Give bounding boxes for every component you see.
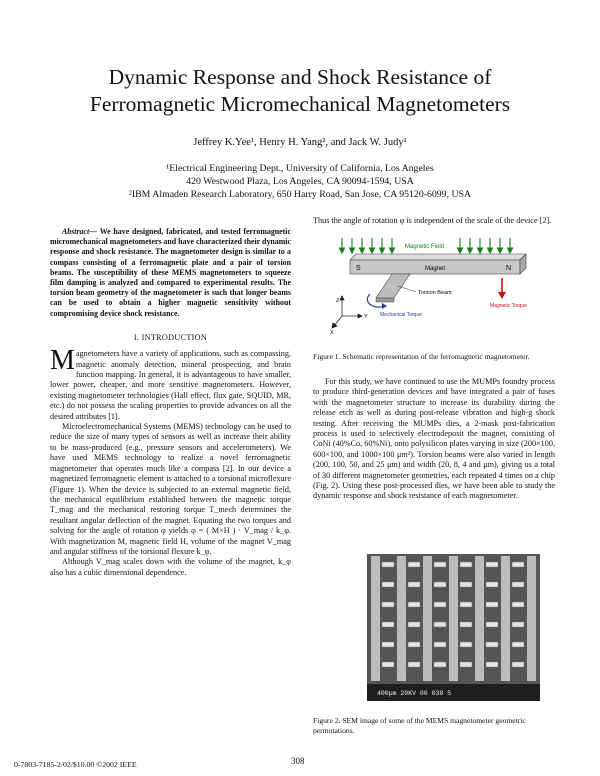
page-number: 308 xyxy=(291,756,305,766)
intro-paragraph-2: Microelectromechanical Systems (MEMS) technology can be used to reduce the size of many types of sensors as well as increase their ability to be mass-produced (e.g., pressure sensors and accelerometers). We have used MEMS technology to realize a novel ferromagnetic magnetometer that operates much like a compass [2]. In our device a magnetized ferromagnetic element is attached to a torsional microflexure (Figure 1). When the device is subjected to an external magnetic field, the mechanical equilibrium established between the magnetic torque T_mag and the mechanical restoring torque T_mech determines the resultant angular deflection of the magnet. Equating the two torques and solving for the angle of rotation φ yields φ = ( M×H ) · V_mag / k_φ. With magnetization M, magnetic field H, volume of the magnet V_mag and angular stiffness of the torsional flexure k_φ. xyxy=(50,422,291,556)
torsion-beam xyxy=(376,274,410,298)
magnetic-torque-arrowhead xyxy=(498,292,506,299)
figure-2-caption: Figure 2. SEM image of some of the MEMS magnetometer geometric permutations. xyxy=(313,716,526,735)
axis-z-label: Z xyxy=(336,298,340,304)
right-column-body xyxy=(313,377,555,502)
intro-paragraph-1 xyxy=(50,345,291,422)
mechanical-torque-arrowhead xyxy=(382,303,387,309)
intro-paragraph-3: Although V_mag scales down with the volume of the magnet, k_φ also has a cubic dimensional dependence. xyxy=(50,557,291,577)
affiliations xyxy=(40,162,560,201)
intro-paragraph-4: For this study, we have continued to use the MUMPs foundry process to produce third-generation devices and have integrated a pair of fuses with the magnetometer structure to increase its durability during the release etch as well as during post-release vibration and high-g shock testing. After receiving the MUMPs dies, a 2-mask post-fabrication process is used to selectively electrodeposit the magnet, consisting of CoNi (40%Co, 60%Ni), onto polysilicon plates varying in size (200×100, 600×100, and 1000×100 μm²). Torsion beams were also varied in length (200, 100, 50, and 25 μm) and width (20, 8, 4 and μm), giving us a total of 30 different magnetometer geometries, each repeated 4 times on a chip (Fig. 2). Using these post-processed dies, we have been able to study the dynamic response and shock resistance of each magnetometer. xyxy=(313,377,555,501)
magnet-top-face xyxy=(350,254,526,260)
affiliation-1-line-2: 420 Westwood Plaza, Los Angeles, CA 90094-1594, USA xyxy=(186,176,414,187)
field-label: Magnetic Field xyxy=(405,244,445,250)
left-column xyxy=(50,227,291,578)
torsion-beam-label: Torsion Beam xyxy=(418,290,452,296)
axis-x-label: X xyxy=(330,330,334,336)
sem-scale-text: 400µm 20KV 00 038 S xyxy=(377,690,452,697)
magnet-label: Magnet xyxy=(425,266,446,272)
title-line-1: Dynamic Response and Shock Resistance of xyxy=(108,65,492,89)
intro-paragraph-1-text: agnetometers have a variety of applications, such as compassing, magnetic anomaly detection, mineral prospecting, and brain function mapping. In general, it is advantageous to have smaller, lower power, cheaper, and more sensitive magnetometers. However, existing magnetometer technologies (Hall effect, flux gate, SQUID, MR, etc.) do not possess the scaling properties to provide advances on all the desired attributes [1]. xyxy=(50,349,291,421)
paper-title xyxy=(40,64,560,118)
abstract-text: We have designed, fabricated, and tested ferromagnetic micromechanical magnetometers and have characterized their dynamic response and shock resistance. The magnetometer design is similar to a compass consisting of a ferromagnetic plate and a pair of torsion beams. The susceptibility of these MEMS magnetometers to squeeze film damping is analyzed and compared to experimental results. The torsion beam geometry of the magnetometer is such that longer beams can be used to obtain a higher magnetic sensitivity without compromising device shock resistance. xyxy=(50,227,291,318)
axis-y-label: Y xyxy=(364,314,368,320)
north-pole-label: N xyxy=(506,265,512,272)
torsion-beam-anchor xyxy=(376,298,394,302)
title-line-2: Ferromagnetic Micromechanical Magnetometers xyxy=(89,92,511,116)
author-list: Jeffrey K.Yee¹, Henry H. Yang², and Jack W. Judy¹ xyxy=(193,137,407,148)
right-column-top xyxy=(313,216,555,226)
abstract-label: Abstract— xyxy=(62,227,98,236)
section-heading-introduction: I. INTRODUCTION xyxy=(133,332,208,342)
figure-1-schematic xyxy=(330,236,540,346)
torsion-beam-leader xyxy=(398,286,416,292)
abstract xyxy=(50,227,291,319)
figure-2-sem-image xyxy=(367,554,540,701)
affiliation-2: ²IBM Almaden Research Laboratory, 650 Harry Road, San Jose, CA 95120-6099, USA xyxy=(128,189,472,200)
affiliation-1-line-1: ¹Electrical Engineering Dept., University of California, Los Angeles xyxy=(166,163,434,174)
copyright-notice: 0-7803-7185-2/02/$10.00 ©2002 IEEE xyxy=(14,760,137,769)
mechanical-torque-label: Mechanical Torque xyxy=(380,312,422,318)
intro-paragraph-3-continued: Thus the angle of rotation φ is independent of the scale of the device [2]. xyxy=(313,216,552,225)
magnetic-torque-label: Magnetic Torque xyxy=(490,303,527,309)
figure-1-caption: Figure 1. Schematic representation of the ferromagnetic magnetometer. xyxy=(313,352,530,361)
south-pole-label: S xyxy=(356,265,361,272)
drop-cap: M xyxy=(50,345,75,377)
sem-pattern xyxy=(367,554,540,701)
